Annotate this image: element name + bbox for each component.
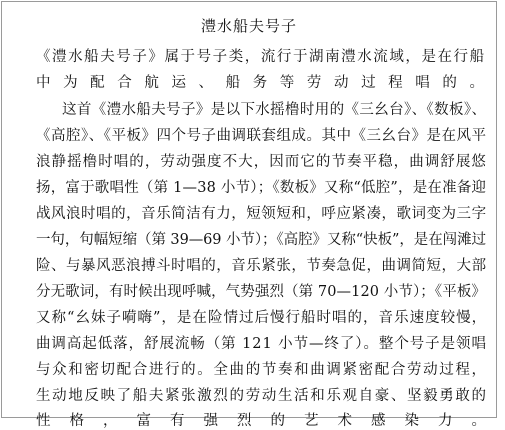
paragraph-line-12: 曲调高起低落，舒展流畅（第 121 小节—终了）。整个号子是领唱 [36, 336, 487, 352]
paragraph-line-9: 险、与暴风恶浪搏斗时唱的，音乐紧张，节奏急促，曲调简短，大部 [36, 258, 487, 274]
paragraph-line-11: 又称“幺妹子嗬嗨”，是在险情过后慢行船时唱的，音乐速度较慢， [36, 310, 488, 326]
paragraph-line-8: 一句，句幅短缩（第 39—69 小节）；《高腔》又称“快板”，是在闯滩过 [36, 232, 486, 248]
paragraph-line-1: 《澧水船夫号子》属于号子类，流行于湖南澧水流域，是在行船 [36, 49, 486, 65]
paragraph-line-2: 中为配合航运、船务等劳动过程唱的。 [36, 75, 497, 91]
document-title: 澧水船夫号子 [200, 17, 297, 35]
paragraph-line-7: 战风浪时唱的，音乐简洁有力，短领短和，呼应紧凑，歌词变为三字 [36, 206, 487, 222]
paragraph-line-15: 性格，富有强烈的艺术感染力。 [36, 413, 505, 429]
paragraph-line-14: 生动地反映了船夫紧张激烈的劳动生活和乐观自豪、坚毅勇敢的 [36, 388, 488, 404]
paragraph-line-5: 浪静摇橹时唱的，劳动强度不大，因而它的节奏平稳，曲调舒展悠 [36, 154, 487, 170]
paragraph-line-4: 《高腔》、《平板》四个号子曲调联套组成。其中《三幺台》是在风平 [36, 128, 487, 144]
paragraph-line-10: 分无歌词，有时候出现呼喊，气势强烈（第 70—120 小节）；《平板》 [36, 284, 486, 300]
paragraph-line-6: 扬，富于歌唱性（第 1—38 小节）；《数板》又称“低腔”，是在准备迎 [36, 180, 487, 196]
paragraph-line-13: 与众和密切配合进行的。全曲的节奏和曲调紧密配合劳动过程， [36, 362, 488, 378]
document-frame [1, 1, 505, 429]
paragraph-line-3: 这首《澧水船夫号子》是以下水摇橹时用的《三幺台》、《数板》、 [62, 102, 487, 118]
